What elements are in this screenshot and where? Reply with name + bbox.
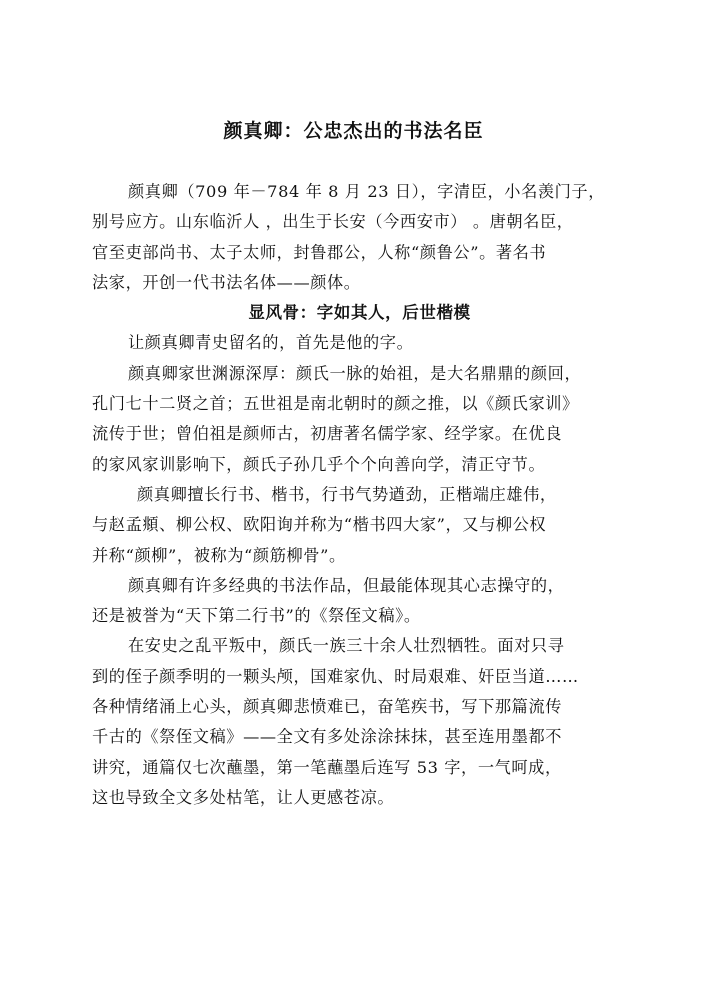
section-p5-line-1: 在安史之乱平叛中，颜氏一族三十余人壮烈牺牲。面对只寻 [128,636,565,656]
section-p5-line-3: 各种情绪涌上心头，颜真卿悲愤难已，奋笔疾书，写下那篇流传 [92,697,563,717]
section-p3-line-2: 与赵孟頫、柳公权、欧阳询并称为“楷书四大家”，又与柳公权 [92,515,547,535]
section-p5-line-4: 千古的《祭侄文稿》——全文有多处涂涂抹抹，甚至连用墨都不 [92,727,563,747]
section-p4-line-1: 颜真卿有许多经典的书法作品，但最能体现其心志操守的， [128,575,565,595]
section-p1-line-1: 让颜真卿青史留名的，首先是他的字。 [128,333,414,353]
section-p4-line-2: 还是被誉为“天下第二行书”的《祭侄文稿》。 [92,606,421,626]
section-p5-line-6: 这也导致全文多处枯笔，让人更感苍凉。 [92,787,395,807]
intro-line-4: 法家，开创一代书法名体——颜体。 [92,272,361,292]
section-p5-line-2: 到的侄子颜季明的一颗头颅，国难家仇、时局艰难、奸臣当道…… [92,666,579,686]
section-p3-line-1: 颜真卿擅长行书、楷书，行书气势遒劲，正楷端庄雄伟， [137,484,557,504]
section-p2-line-1: 颜真卿家世渊源深厚：颜氏一脉的始祖，是大名鼎鼎的颜回， [128,363,582,383]
section-p3-line-3: 并称“颜柳”，被称为“颜筋柳骨”。 [92,545,346,565]
intro-line-1: 颜真卿（709 年－784 年 8 月 23 日），字清臣，小名羡门子， [128,182,605,201]
section-subtitle: 显风骨：字如其人，后世楷模 [248,303,471,323]
section-p5-line-5: 讲究，通篇仅七次蘸墨，第一笔蘸墨后连写 53 字，一气呵成， [92,757,562,777]
intro-line-2: 别号应方。山东临沂人 ，出生于长安（今西安市） 。唐朝名臣， [92,212,574,232]
document-body [92,177,627,813]
section-p2-line-4: 的家风家训影响下，颜氏子孙几乎个个向善向学，清正守节。 [92,454,546,474]
document-title: 颜真卿：公忠杰出的书法名臣 [223,120,484,142]
section-p2-line-3: 流传于世；曾伯祖是颜师古，初唐著名儒学家、经学家。在优良 [92,424,563,444]
section-p2-line-2: 孔门七十二贤之首；五世祖是南北朝时的颜之推，以《颜氏家训》 [92,394,579,414]
intro-line-3: 官至吏部尚书、太子太师，封鲁郡公，人称“颜鲁公”。著名书 [92,242,547,262]
